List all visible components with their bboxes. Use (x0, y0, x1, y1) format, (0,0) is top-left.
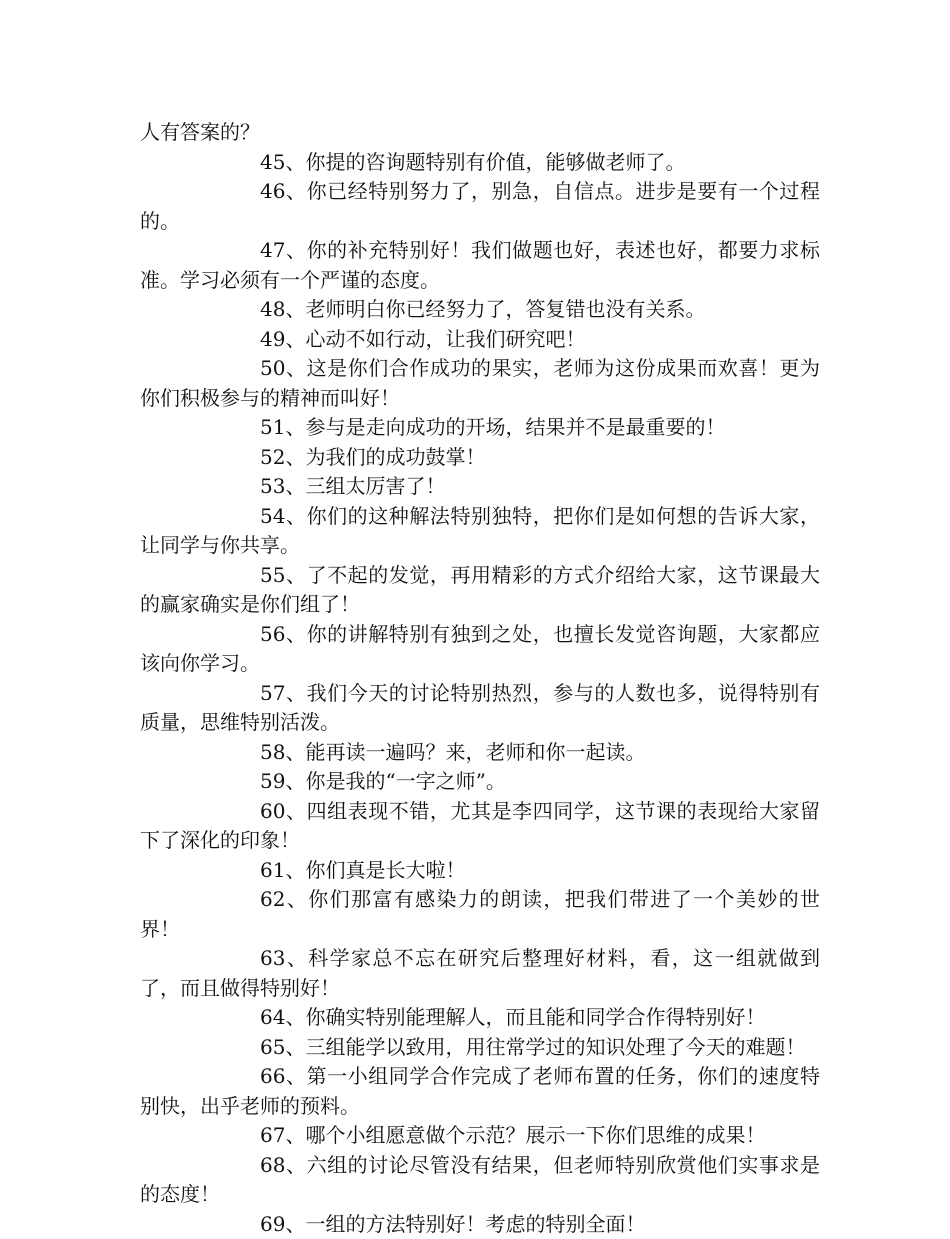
paragraph-61: 61、你们真是长大啦！ (140, 856, 820, 886)
paragraph-55: 55、了不起的发觉，再用精彩的方式介绍给大家，这节课最大的赢家确实是你们组了！ (140, 561, 820, 620)
paragraph-47: 47、你的补充特别好！我们做题也好，表述也好，都要力求标准。学习必须有一个严谨的态度。 (140, 236, 820, 295)
paragraph-69: 69、一组的方法特别好！考虑的特别全面！ (140, 1210, 820, 1239)
paragraph-60: 60、四组表现不错，尤其是李四同学，这节课的表现给大家留下了深化的印象！ (140, 797, 820, 856)
paragraph-continuation: 人有答案的？ (140, 118, 820, 148)
paragraph-67: 67、哪个小组愿意做个示范？展示一下你们思维的成果！ (140, 1121, 820, 1151)
paragraph-46: 46、你已经特别努力了，别急，自信点。进步是要有一个过程的。 (140, 177, 820, 236)
paragraph-68: 68、六组的讨论尽管没有结果，但老师特别欣赏他们实事求是的态度！ (140, 1151, 820, 1210)
paragraph-62: 62、你们那富有感染力的朗读，把我们带进了一个美妙的世界！ (140, 885, 820, 944)
paragraph-53: 53、三组太厉害了！ (140, 472, 820, 502)
paragraph-57: 57、我们今天的讨论特别热烈，参与的人数也多，说得特别有质量，思维特别活泼。 (140, 679, 820, 738)
paragraph-63: 63、科学家总不忘在研究后整理好材料，看，这一组就做到了，而且做得特别好！ (140, 944, 820, 1003)
paragraph-49: 49、心动不如行动，让我们研究吧！ (140, 325, 820, 355)
paragraph-52: 52、为我们的成功鼓掌！ (140, 443, 820, 473)
paragraph-59: 59、你是我的“一字之师”。 (140, 767, 820, 797)
paragraph-45: 45、你提的咨询题特别有价值，能够做老师了。 (140, 148, 820, 178)
document-body (140, 118, 820, 1239)
paragraph-54: 54、你们的这种解法特别独特，把你们是如何想的告诉大家，让同学与你共享。 (140, 502, 820, 561)
paragraph-50: 50、这是你们合作成功的果实，老师为这份成果而欢喜！更为你们积极参与的精神而叫好！ (140, 354, 820, 413)
paragraph-56: 56、你的讲解特别有独到之处，也擅长发觉咨询题，大家都应该向你学习。 (140, 620, 820, 679)
paragraph-48: 48、老师明白你已经努力了，答复错也没有关系。 (140, 295, 820, 325)
paragraph-58: 58、能再读一遍吗？来，老师和你一起读。 (140, 738, 820, 768)
paragraph-51: 51、参与是走向成功的开场，结果并不是最重要的！ (140, 413, 820, 443)
paragraph-64: 64、你确实特别能理解人，而且能和同学合作得特别好！ (140, 1003, 820, 1033)
paragraph-66: 66、第一小组同学合作完成了老师布置的任务，你们的速度特别快，出乎老师的预料。 (140, 1062, 820, 1121)
paragraph-65: 65、三组能学以致用，用往常学过的知识处理了今天的难题！ (140, 1033, 820, 1063)
